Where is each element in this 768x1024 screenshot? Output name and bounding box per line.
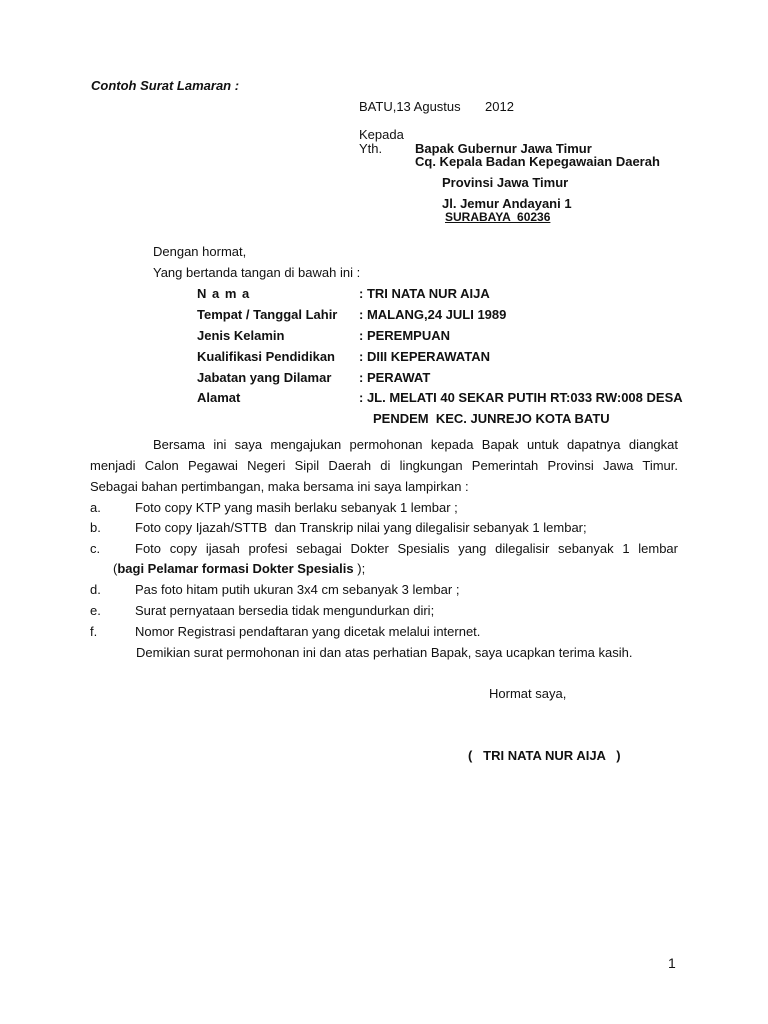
recipient-line-4: Jl. Jemur Andayani 1 [442,196,572,211]
letter-date: BATU,13 Agustus [359,99,461,114]
detail-value-nama: : TRI NATA NUR AIJA [359,286,490,301]
attachment-letter-f: f. [90,624,98,639]
recipient-kepada: Kepada [359,127,404,142]
intro-line: Yang bertanda tangan di bawah ini : [153,265,361,280]
body-line-3: Sebagai bahan pertimbangan, maka bersama ini saya lampirkan : [90,479,469,494]
attachment-text-f: Nomor Registrasi pendaftaran yang dicetak melalui internet. [135,624,481,639]
attachment-text-e: Surat pernyataan bersedia tidak mengundurkan diri; [135,603,435,618]
detail-value-address: : JL. MELATI 40 SEKAR PUTIH RT:033 RW:008 DESA [359,390,683,405]
attachment-c-note [113,562,365,575]
detail-label-nama: N a m a [197,286,251,301]
closing-line: Demikian surat permohonan ini dan atas perhatian Bapak, saya ucapkan terima kasih. [136,645,633,660]
letter-heading: Contoh Surat Lamaran : [91,78,240,93]
recipient-line-2: Cq. Kepala Badan Kepegawaian Daerah [415,154,660,169]
body-line-1: Bersama ini saya mengajukan permohonan kepada Bapak untuk dapatnya diangkat [153,437,678,452]
recipient-yth: Yth. [359,141,383,156]
attachment-text-a: Foto copy KTP yang masih berlaku sebanyak 1 lembar ; [135,500,458,515]
page-number: 1 [668,955,676,971]
attachment-letter-a: a. [90,500,101,515]
attachment-text-d: Pas foto hitam putih ukuran 3x4 cm sebanyak 3 lembar ; [135,582,460,597]
signature-name: ( TRI NATA NUR AIJA ) [468,748,621,763]
attachment-letter-d: d. [90,582,101,597]
detail-value-ttl: : MALANG,24 JULI 1989 [359,307,507,322]
detail-label-gender: Jenis Kelamin [197,328,285,343]
body-line-2: menjadi Calon Pegawai Negeri Sipil Daerah di lingkungan Pemerintah Provinsi Jawa Timur. [90,458,678,473]
detail-value-education: : DIII KEPERAWATAN [359,349,490,364]
attachment-c-note-bold: bagi Pelamar formasi Dokter Spesialis [117,561,354,576]
attachment-letter-c: c. [90,541,101,556]
detail-label-ttl: Tempat / Tanggal Lahir [197,307,338,322]
attachment-letter-b: b. [90,520,101,535]
regards: Hormat saya, [489,686,567,701]
detail-label-position: Jabatan yang Dilamar [197,370,332,385]
recipient-city-postcode: SURABAYA 60236 [445,210,551,224]
attachment-letter-e: e. [90,603,101,618]
detail-value-gender: : PEREMPUAN [359,328,451,343]
attachment-text-c: Foto copy ijasah profesi sebagai Dokter Spesialis yang dilegalisir sebanyak 1 lembar [135,541,678,556]
recipient-line-3: Provinsi Jawa Timur [442,175,569,190]
attachment-c-note-open: ( [113,561,118,576]
detail-address-continuation: PENDEM KEC. JUNREJO KOTA BATU [373,411,610,426]
attachment-c-note-close: ); [357,561,366,576]
detail-value-position: : PERAWAT [359,370,431,385]
greeting: Dengan hormat, [153,244,247,259]
detail-label-education: Kualifikasi Pendidikan [197,349,335,364]
recipient-line-1: Bapak Gubernur Jawa Timur [415,141,592,156]
detail-label-address: Alamat [197,390,241,405]
attachment-text-b: Foto copy Ijazah/STTB dan Transkrip nilai yang dilegalisir sebanyak 1 lembar; [135,520,587,535]
letter-year: 2012 [485,99,514,114]
